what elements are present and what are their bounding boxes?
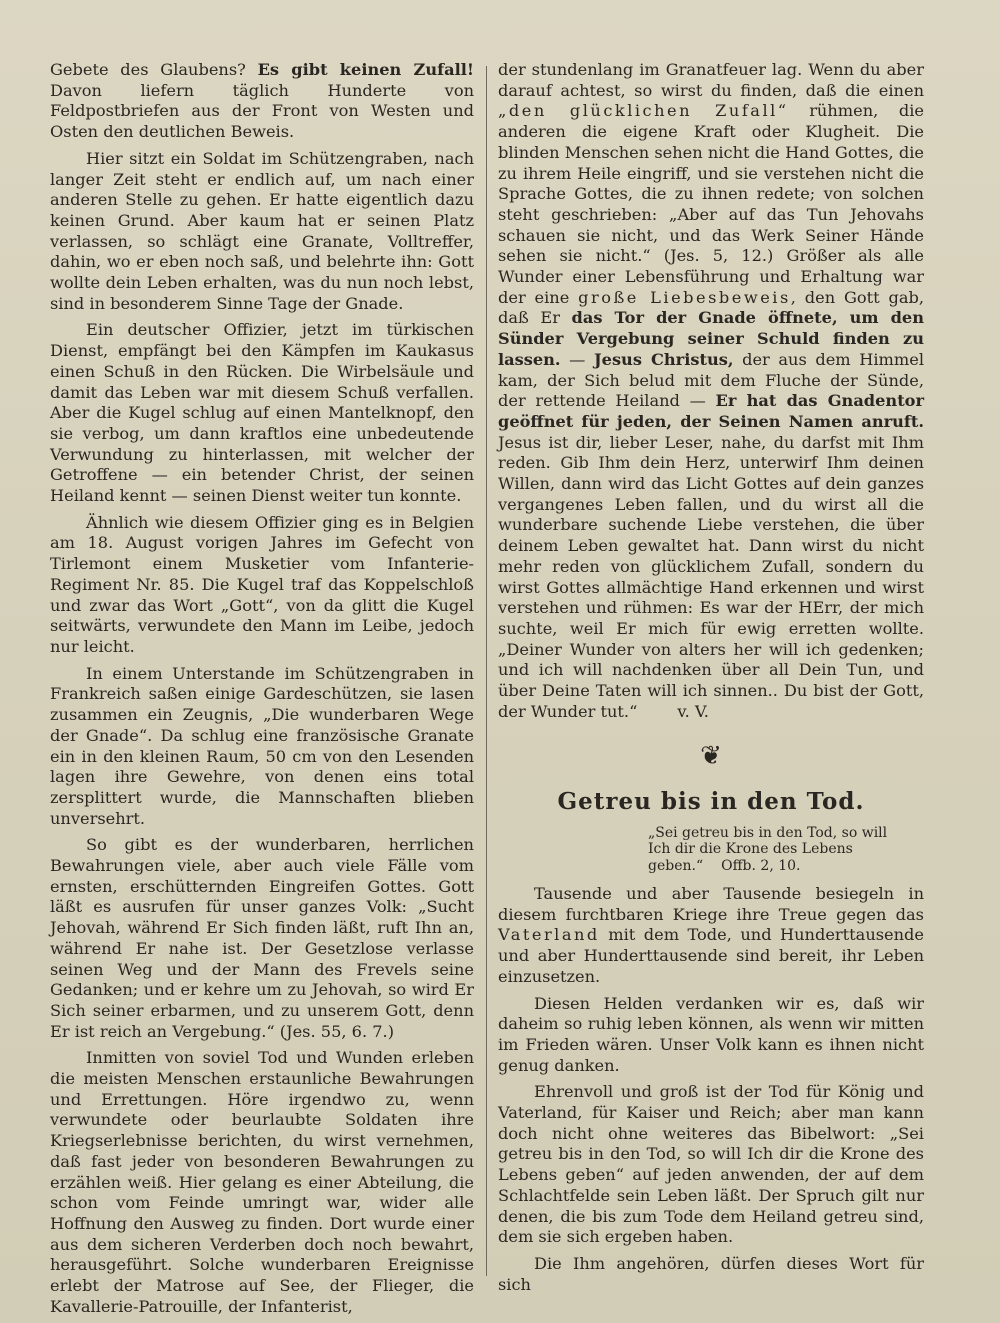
text-run: der stundenlang im Granatfeuer lag. Wenn du aber darauf achtest, so wirst du finden, daß die einen [498, 60, 924, 100]
paragraph [498, 884, 924, 988]
text-run: mit dem Tode, und Hunderttausende und aber Hunderttausende sind bereit, ihr Leben einzusetzen. [498, 925, 924, 986]
text-run: der aus dem Himmel kam, der Sich belud mit dem Fluche der Sünde, der rettende Heiland — [498, 349, 925, 411]
motto-quote [648, 825, 894, 875]
column-divider [486, 66, 487, 1276]
text-run: , den Gott gab, daß Er [498, 287, 924, 328]
left-column [50, 60, 474, 1323]
paragraph: Inmitten von soviel Tod und Wunden erleben die meisten Menschen erstaunliche Bewahrungen und Errettungen. Höre irgendwo zu, wenn verwundete oder beurlaubte Soldaten ihre Kriegserlebnisse berichten, du wirst vernehmen, daß fast jeder von besonderen Bewahrungen zu erzählen weiß. Hier gelang es einer Abteilung, die schon vom Feinde umringt war, wider alle Hoffnung den Ausweg zu finden. Dort wurde einer aus dem sicheren Verderben doch noch bewahrt, herausgeführt. Solche wunderbaren Ereignisse erlebt der Matrose auf See, der Flieger, die Kavallerie-Patrouille, der Infanterist, [50, 1048, 474, 1316]
emphasis-text: Es gibt keinen Zufall! [257, 60, 474, 79]
emphasis-text: Er hat das Gnadentor geöffnet für jeden, der Seinen Namen anruft. [498, 391, 924, 431]
paragraph: In einem Unterstande im Schützengraben in Frankreich saßen einige Gardeschützen, sie lasen zusammen ein Zeugnis, „Die wunderbaren Wege der Gnade“. Da schlug eine französische Granate ein in den kleinen Raum, 50 cm von den Lesenden lagen ihre Gewehre, von denen eins total zersplittert wurde, die Mannschaften blieben unversehrt. [50, 663, 474, 828]
motto-reference: Offb. 2, 10. [721, 857, 801, 874]
right-column [498, 60, 924, 1301]
text-run: rühmen, die anderen die eigene Kraft oder Klugheit. Die blinden Menschen sehen nicht die Hand Gottes, die zu ihrem Heile eingriff, und sie verstehen nicht die Sprache Gottes, die zu ihnen redete; von solchen steht geschrieben: „Aber auf das Tun Jehovahs schauen sie nicht, und das Werk Seiner Hände sehen sie nicht.“ (Jes. 5, 12.) Größer als alle Wunder einer Lebensführung und Erhaltung war der eine [498, 101, 924, 307]
spaced-text: „den glücklichen Zufall“ [498, 101, 789, 121]
paragraph [50, 60, 474, 143]
text-run: Tausende und aber Tausende besiegeln in diesem furchtbaren Kriege ihre Treue gegen das [498, 884, 924, 924]
text-run: — [560, 349, 594, 369]
paragraph: Diesen Helden verdanken wir es, daß wir daheim so ruhig leben können, als wenn wir mitten im Frieden wären. Unser Volk kann es ihnen nicht genug danken. [498, 993, 924, 1075]
text-run: Gebete des Glaubens? [50, 60, 258, 79]
emphasis-text: das Tor der Gnade öffnete, um den Sünder Vergebung seiner Schuld finden zu lassen. [498, 308, 924, 369]
spaced-text: große Liebesbeweis [578, 287, 791, 307]
motto-text: „Sei getreu bis in den Tod, so will Ich dir die Krone des Lebens geben.“ [648, 824, 888, 874]
paragraph: Ehrenvoll und groß ist der Tod für König und Vaterland, für Kaiser und Reich; aber man kann doch nicht ohne weiteres das Bibelwort: „Sei getreu bis in den Tod, so will Ich dir die Krone des Lebens geben“ auf jeden anwenden, der auf dem Schlachtfelde sein Leben läßt. Der Spruch gilt nur denen, die bis zum Tode dem Heiland getreu sind, dem sie sich ergeben haben. [498, 1082, 924, 1247]
text-run: Davon liefern täglich Hunderte von Feldpostbriefen aus der Front von Westen und Osten den deutlichen Beweis. [50, 80, 474, 142]
article-title: Getreu bis in den Tod. [557, 787, 865, 815]
paragraph [498, 60, 924, 723]
ornament-icon: ❦ [700, 740, 722, 771]
paragraph: Die Ihm angehören, dürfen dieses Wort für sich [498, 1253, 924, 1294]
paragraph: Hier sitzt ein Soldat im Schützengraben, nach langer Zeit steht er endlich auf, um nach einer anderen Stelle zu gehen. Er hatte eigentlich dazu keinen Grund. Aber kaum hat er seinen Platz verlassen, so schlägt eine Granate, Volltreffer, dahin, wo er eben noch saß, und belehrte ihn: Gott wollte dein Leben erhalten, was du nun noch lebst, sind in besonderem Sinne Tage der Gnade. [50, 148, 474, 313]
spaced-text: Vaterland [498, 925, 600, 945]
author-signature: v. V. [677, 701, 709, 721]
paragraph: So gibt es der wunderbaren, herrlichen Bewahrungen viele, aber auch viele Fälle vom ernsten, erschütternden Eingreifen Gottes. Gott läßt es ausrufen für unser ganzes Volk: „Sucht Jehovah, während Er Sich finden läßt, ruft Ihn an, während Er nahe ist. Der Gesetzlose verlasse seinen Weg und der Mann des Frevels seine Gedanken; und er kehre um zu Jehovah, so wird Er Sich seiner erbarmen, und zu unserem Gott, denn Er ist reich an Vergebung.“ (Jes. 55, 6. 7.) [50, 835, 474, 1041]
paragraph: Ein deutscher Offizier, jetzt im türkischen Dienst, empfängt bei den Kämpfen im Kaukasus einen Schuß in den Rücken. Die Wirbelsäule und damit das Leben war mit diesem Schuß verfallen. Aber die Kugel schlug auf einen Mantelknopf, den sie verbog, um dann kraftlos eine unbedeutende Verwundung zu hinterlassen, mit welcher der Getroffene — ein betender Christ, der seinen Heiland kennt — seinen Dienst weiter tun konnte. [50, 320, 474, 506]
emphasis-text: Jesus Christus, [593, 349, 734, 369]
text-run: Jesus ist dir, lieber Leser, nahe, du darfst mit Ihm reden. Gib Ihm dein Herz, unterwirf Ihm deinen Willen, dann wird das Licht Gottes auf dein ganzes vergangenes Leben fallen, und du wirst all die wunderbare suchende Liebe verstehen, die über deinem Leben gewaltet hat. Dann wirst du nicht mehr reden von glücklichem Zufall, sondern du wirst Gottes allmächtige Hand erkennen und wirst verstehen und rühmen: Es war der HErr, der mich suchte, weil Er mich für ewig erretten wollte. „Deiner Wunder von alters her will ich gedenken; und ich will nachdenken über all Dein Tun, und über Deine Taten will ich sinnen.. Du bist der Gott, der Wunder tut.“ [498, 432, 924, 721]
paragraph: Ähnlich wie diesem Offizier ging es in Belgien am 18. August vorigen Jahres im Gefecht von Tirlemont einem Musketier vom Infanterie-Regiment Nr. 85. Die Kugel traf das Koppelschloß und zwar das Wort „Gott“, von da glitt die Kugel seitwärts, verwundete den Mann im Leibe, jedoch nur leicht. [50, 512, 474, 656]
